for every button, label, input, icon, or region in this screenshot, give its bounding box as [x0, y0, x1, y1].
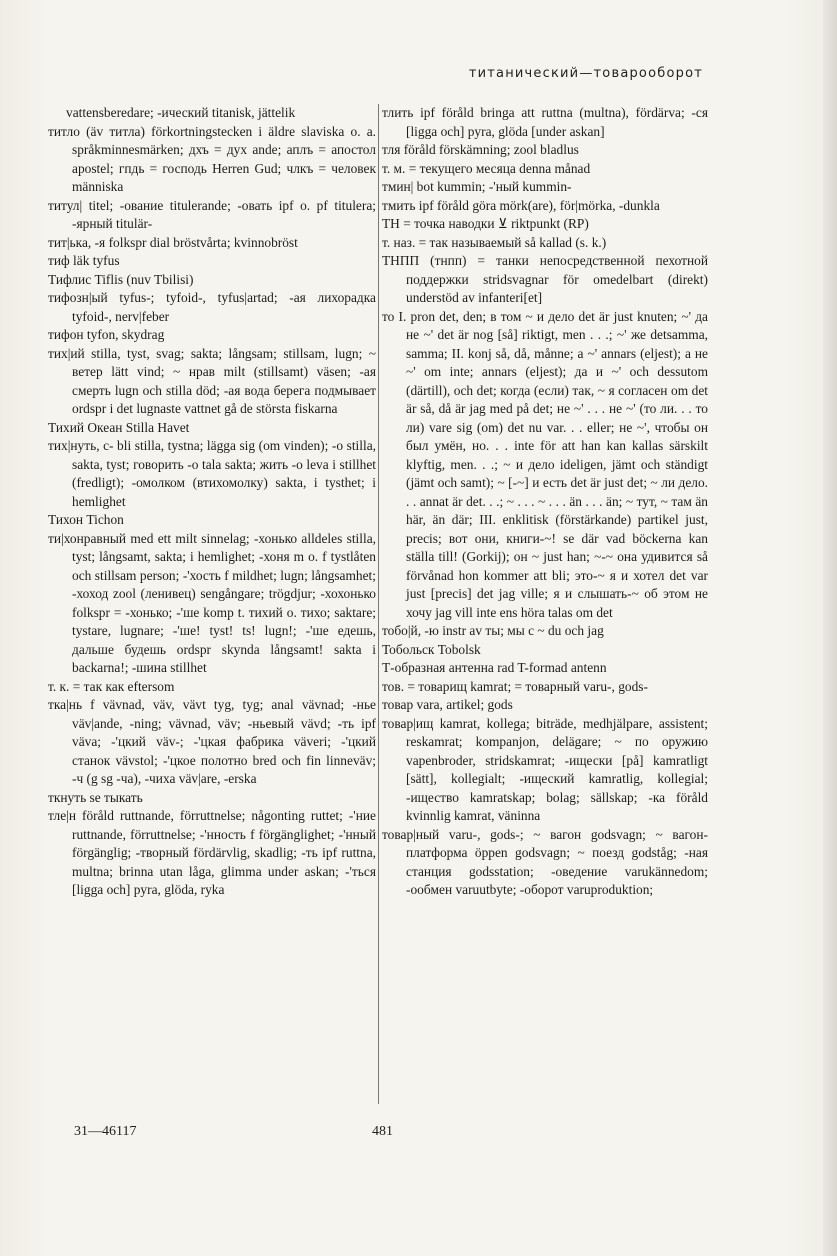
dictionary-entry: тит|ька, -я folkspr dial bröstvårta; kvinnobröst — [48, 234, 298, 250]
dictionary-entry: тобо|й, -ю instr av ты; мы с ~ du och jag — [382, 623, 604, 638]
dictionary-entry: тка|нь f vävnad, väv, vävt tyg, tyg; anal vävnad; -нье väv|ande, -ning; vävnad, väv; -ньевый vävd; -ть ipf väva; -'цкий väv-; -'цкая фабрика väveri; -'цкий станок vävstol; -'цкое полотно bred och fin linneväv; -ч (g sg -ча), -чиха väv|are, -erska — [48, 697, 376, 786]
dictionary-entry: тмить ipf föråld göra mörk(are), för|mörka, -dunkla — [382, 197, 660, 213]
dictionary-entry: товар vara, artikel; gods — [382, 697, 513, 712]
dictionary-entry: ткнуть se тыкать — [48, 789, 143, 805]
dictionary-entry: тлить ipf föråld bringa att ruttna (multna), fördärva; -ся [ligga och] pyra, glöda [under askan] — [382, 105, 708, 139]
page-spine — [823, 0, 837, 1256]
column-divider — [378, 104, 379, 1104]
dictionary-entry: тле|н föråld ruttnande, förruttnelse; någonting ruttet; -'ние ruttnande, förruttnelse; -'нность f förgänglighet; -'нный förgänglig; -творный fördärvlig, skadlig; -ть ipf ruttna, multna; brinna utan låga, glimma under askan; -'ться [ligga och] pyra, glöda, ryka — [48, 808, 376, 897]
dictionary-entry: Тихон Tichon — [48, 512, 124, 527]
dictionary-entry: товар|ищ kamrat, kollega; biträde, medhjälpare, assistent; reskamrat; kompanjon, delägare; ~ по оружию vapenbroder, stridskamrat; -ищески [på] kamratligt [sätt], kollegialt; -ищеский kamratlig, kollegial; -ищество kamratskap; bolag; sällskap; -ка föråld kvinnlig kamrat, väninna — [382, 715, 708, 823]
dictionary-entry: Тифлис Tiflis (nuv Tbilisi) — [48, 271, 194, 287]
dictionary-entry: т. м. = текущего месяца denna månad — [382, 160, 591, 176]
left-column — [48, 104, 376, 900]
dictionary-entry: тифон tyfon, skydrag — [48, 327, 165, 342]
dictionary-entry: титло (äv титла) förkortningstecken i äldre slaviska o. a. språkminnesmärken; дхъ = дух ande; аплъ = апостол apostel; гпдь = господь Herren Gud; члкъ = человек människa — [48, 123, 376, 194]
dictionary-entry: тов. = товарищ kamrat; = товарный varu-, gods- — [382, 678, 648, 694]
dictionary-entry: тих|ий stilla, tyst, svag; sakta; långsam; stillsam, lugn; ~ ветер lätt vind; ~ нрав milt (stillsamt) väsen; -ая смерть lugn och stilla död; -ая вода берега подмывает ordspr i det lugnaste vattnet gå de största fiskarna — [48, 345, 376, 416]
dictionary-entry: товар|ный varu-, gods-; ~ вагон godsvagn; ~ вагон-платформа öppen godsvagn; ~ поезд godståg; -ная станция godsstation; -оведение varukännedom; -ообмен varuutbyte; -оборот varuproduktion; — [382, 826, 708, 897]
dictionary-entry: тля föråld förskämning; zool bladlus — [382, 142, 579, 157]
dictionary-entry: vattensberedare; -ический titanisk, jättelik — [66, 105, 296, 120]
dictionary-entry: тих|нуть, с- bli stilla, tystna; lägga sig (om vinden); -о stilla, sakta, tyst; говорить -о tala sakta; жить -о leva i stillhet (fredligt); -омолком (втихомолку) sakta, i tysthet; i hemlighet — [48, 438, 376, 509]
dictionary-entry: тифозн|ый tyfus-; tyfoid-, tyfus|artad; -ая лихорадка tyfoid-, nerv|feber — [48, 290, 376, 324]
dictionary-entry: то I. pron det, den; в том ~ и дело det är just knuten; ~' да не ~' det är nog [så] riktigt, men . . .; ~' же detsamma, samma; II. konj så, då, månne; а ~' annars (eljest); а не ~' om inte; annars (eljest); да и ~' och dessutom (därtill), och det; когда (если) так, ~ я согласен om det är så, då är jag med på det; не ~' . . . не ~' (то ли. . . то ли) vare sig (om) det nu var. . . eller; не ~', чтобы он был умён, но. . . inte för att han kan kallas särskilt klyftig, men. . .; ~ и дело ideligen, jämt och ständigt (jämt och samt); ~ [-~] и есть det är just det; ~ ли дело. . . annat är det. . .; ~ . . . ~ . . . än . . . än; ~ тут, ~ там än här, än där; III. enklitisk (förstärkande) partikel just, precis; вот они, книги-~! se där vad böckerna kan ställa till! (Gorkij); он ~ just han; ~-~ она удивится så förvånad hon kommer att bli; это-~ я и хотел det var just [precis] det jag ville; я и слышать-~ об этом не хочу jag vill inte ens höra talas om det — [382, 308, 708, 620]
dictionary-entry: титул| titel; -ование titulerande; -овать ipf o. pf titulera; -ярный titulär- — [48, 197, 376, 231]
right-column — [382, 104, 708, 900]
dictionary-entry: т. наз. = так называемый så kallad (s. k.) — [382, 234, 607, 250]
running-head: титанический—товарооборот — [468, 66, 703, 81]
dictionary-entry: ТН = точка наводки ⊻ riktpunkt (RP) — [382, 216, 589, 231]
dictionary-entry: Т-образная антенна rad T-formad antenn — [382, 660, 607, 675]
dictionary-entry: ти|хонравный med ett milt sinnelag; -хонько alldeles stilla, tyst; långsamt, sakta; i hemlighet; -хоня m o. f tystlåten och stillsam person; -'хость f mildhet; lugn; långsamhet; -хоход zool (ленивец) sengångare; trögdjur; -хохонько folkspr = -хонько; -'ше komp t. тихий o. тихо; saktare; tystare, lugnare; -'ше! tyst! ts! lugn!; -'ше едешь, дальше будешь ordspr skynda långsamt! sakta i backarna!; -шина stillhet — [48, 530, 376, 675]
dictionary-entry: тмин| bot kummin; -'ный kummin- — [382, 179, 572, 194]
signature-mark: 31—46117 — [74, 1124, 137, 1139]
dictionary-entry: Тобольск Tobolsk — [382, 641, 481, 657]
dictionary-entry: Тихий Океан Stilla Havet — [48, 419, 190, 435]
dictionary-entry: т. к. = так как eftersom — [48, 678, 175, 694]
dictionary-entry: тиф läk tyfus — [48, 253, 120, 268]
dictionary-entry: ТНПП (тнпп) = танки непосредственной пехотной поддержки stridsvagnar för omedelbart (direkt) understöd av infanteri[et] — [382, 253, 708, 305]
page-number: 481 — [372, 1124, 393, 1139]
